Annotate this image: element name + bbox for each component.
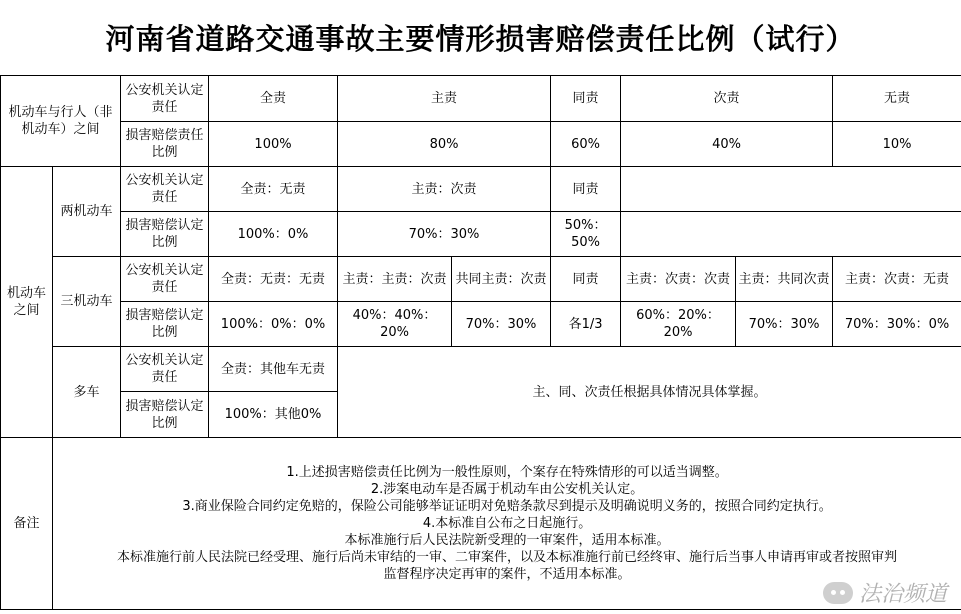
- remark-line: 2.涉案电动车是否属于机动车由公安机关认定。: [370, 482, 644, 497]
- three-ratio-row: [1, 302, 961, 347]
- cell: 主责: [338, 76, 551, 122]
- cell: 100%：其他0%: [209, 392, 338, 438]
- empty-cell: [621, 212, 961, 257]
- remarks-label: 备注: [1, 438, 53, 610]
- comp-label: 损害赔偿责任比例: [121, 122, 209, 167]
- cell: 60%: [551, 122, 621, 167]
- cell: 主责：次责: [338, 167, 551, 212]
- cell: 60%：20%：20%: [621, 302, 736, 347]
- cell: 100%：0%：0%: [209, 302, 338, 347]
- chat-icon: [823, 582, 853, 604]
- comp-label: 损害赔偿认定比例: [121, 212, 209, 257]
- remark-line: 监督程序决定再审的案件，不适用本标准。: [383, 567, 631, 582]
- cell: 100%: [209, 122, 338, 167]
- three-resp-row: [1, 257, 961, 302]
- remarks-row: [1, 438, 961, 610]
- cell: 主责：共同次责: [736, 257, 833, 302]
- cell: 100%：0%: [209, 212, 338, 257]
- cell: 无责: [833, 76, 961, 122]
- cell: 70%：30%：0%: [833, 302, 961, 347]
- cell: 主责：次责：次责: [621, 257, 736, 302]
- cell: 全责：无责: [209, 167, 338, 212]
- cell: 全责：无责：无责: [209, 257, 338, 302]
- cell: 共同主责：次责: [452, 257, 551, 302]
- page-title: 河南省道路交通事故主要情形损害赔偿责任比例（试行）: [105, 22, 856, 56]
- cell: 全责：其他车无责: [209, 347, 338, 392]
- remark-line: 4.本标准自公布之日起施行。: [422, 516, 592, 531]
- auth-label: 公安机关认定责任: [121, 167, 209, 212]
- multi-note: 主、同、次责任根据具体情况具体掌握。: [338, 347, 961, 438]
- cell: 40%: [621, 122, 833, 167]
- remark-line: 本标准施行前人民法院已经受理、施行后尚未审结的一审、二审案件，以及本标准施行前已经终审、施行后当事人申请再审或者按照审判: [117, 550, 898, 565]
- multi-vehicle-label: 多车: [53, 347, 121, 438]
- pedestrian-resp-row: [1, 76, 961, 122]
- cell: 同责: [551, 257, 621, 302]
- cell: 各1/3: [551, 302, 621, 347]
- pedestrian-header: 机动车与行人（非机动车）之间: [1, 76, 121, 167]
- two-vehicle-label: 两机动车: [53, 167, 121, 257]
- watermark: [823, 577, 947, 608]
- cell: 同责: [551, 167, 621, 212]
- multi-resp-row: [1, 347, 961, 392]
- comp-label: 损害赔偿认定比例: [121, 392, 209, 438]
- auth-label: 公安机关认定责任: [121, 76, 209, 122]
- cell: 次责: [621, 76, 833, 122]
- pedestrian-ratio-row: [1, 122, 961, 167]
- watermark-text: 法治频道: [858, 582, 947, 607]
- comp-label: 损害赔偿认定比例: [121, 302, 209, 347]
- three-vehicle-label: 三机动车: [53, 257, 121, 347]
- remark-line: 本标准施行后人民法院新受理的一审案件，适用本标准。: [344, 533, 670, 548]
- remark-line: 3.商业保险合同约定免赔的，保险公司能够举证证明对免赔条款尽到提示及明确说明义务的，按照合同约定执行。: [182, 499, 832, 514]
- cell: 70%：30%: [338, 212, 551, 257]
- two-ratio-row: [1, 212, 961, 257]
- cell: 50%：50%: [551, 212, 621, 257]
- auth-label: 公安机关认定责任: [121, 257, 209, 302]
- cell: 80%: [338, 122, 551, 167]
- motor-between-label: 机动车之间: [1, 167, 53, 438]
- empty-cell: [621, 167, 961, 212]
- liability-table: [0, 75, 961, 610]
- two-resp-row: [1, 167, 961, 212]
- cell: 主责：主责：次责: [338, 257, 452, 302]
- cell: 主责：次责：无责: [833, 257, 961, 302]
- auth-label: 公安机关认定责任: [121, 347, 209, 392]
- cell: 70%：30%: [736, 302, 833, 347]
- cell: 10%: [833, 122, 961, 167]
- remark-line: 1.上述损害赔偿责任比例为一般性原则，个案存在特殊情形的可以适当调整。: [286, 465, 728, 480]
- cell: 全责: [209, 76, 338, 122]
- cell: 40%：40%：20%: [338, 302, 452, 347]
- cell: 70%：30%: [452, 302, 551, 347]
- cell: 同责: [551, 76, 621, 122]
